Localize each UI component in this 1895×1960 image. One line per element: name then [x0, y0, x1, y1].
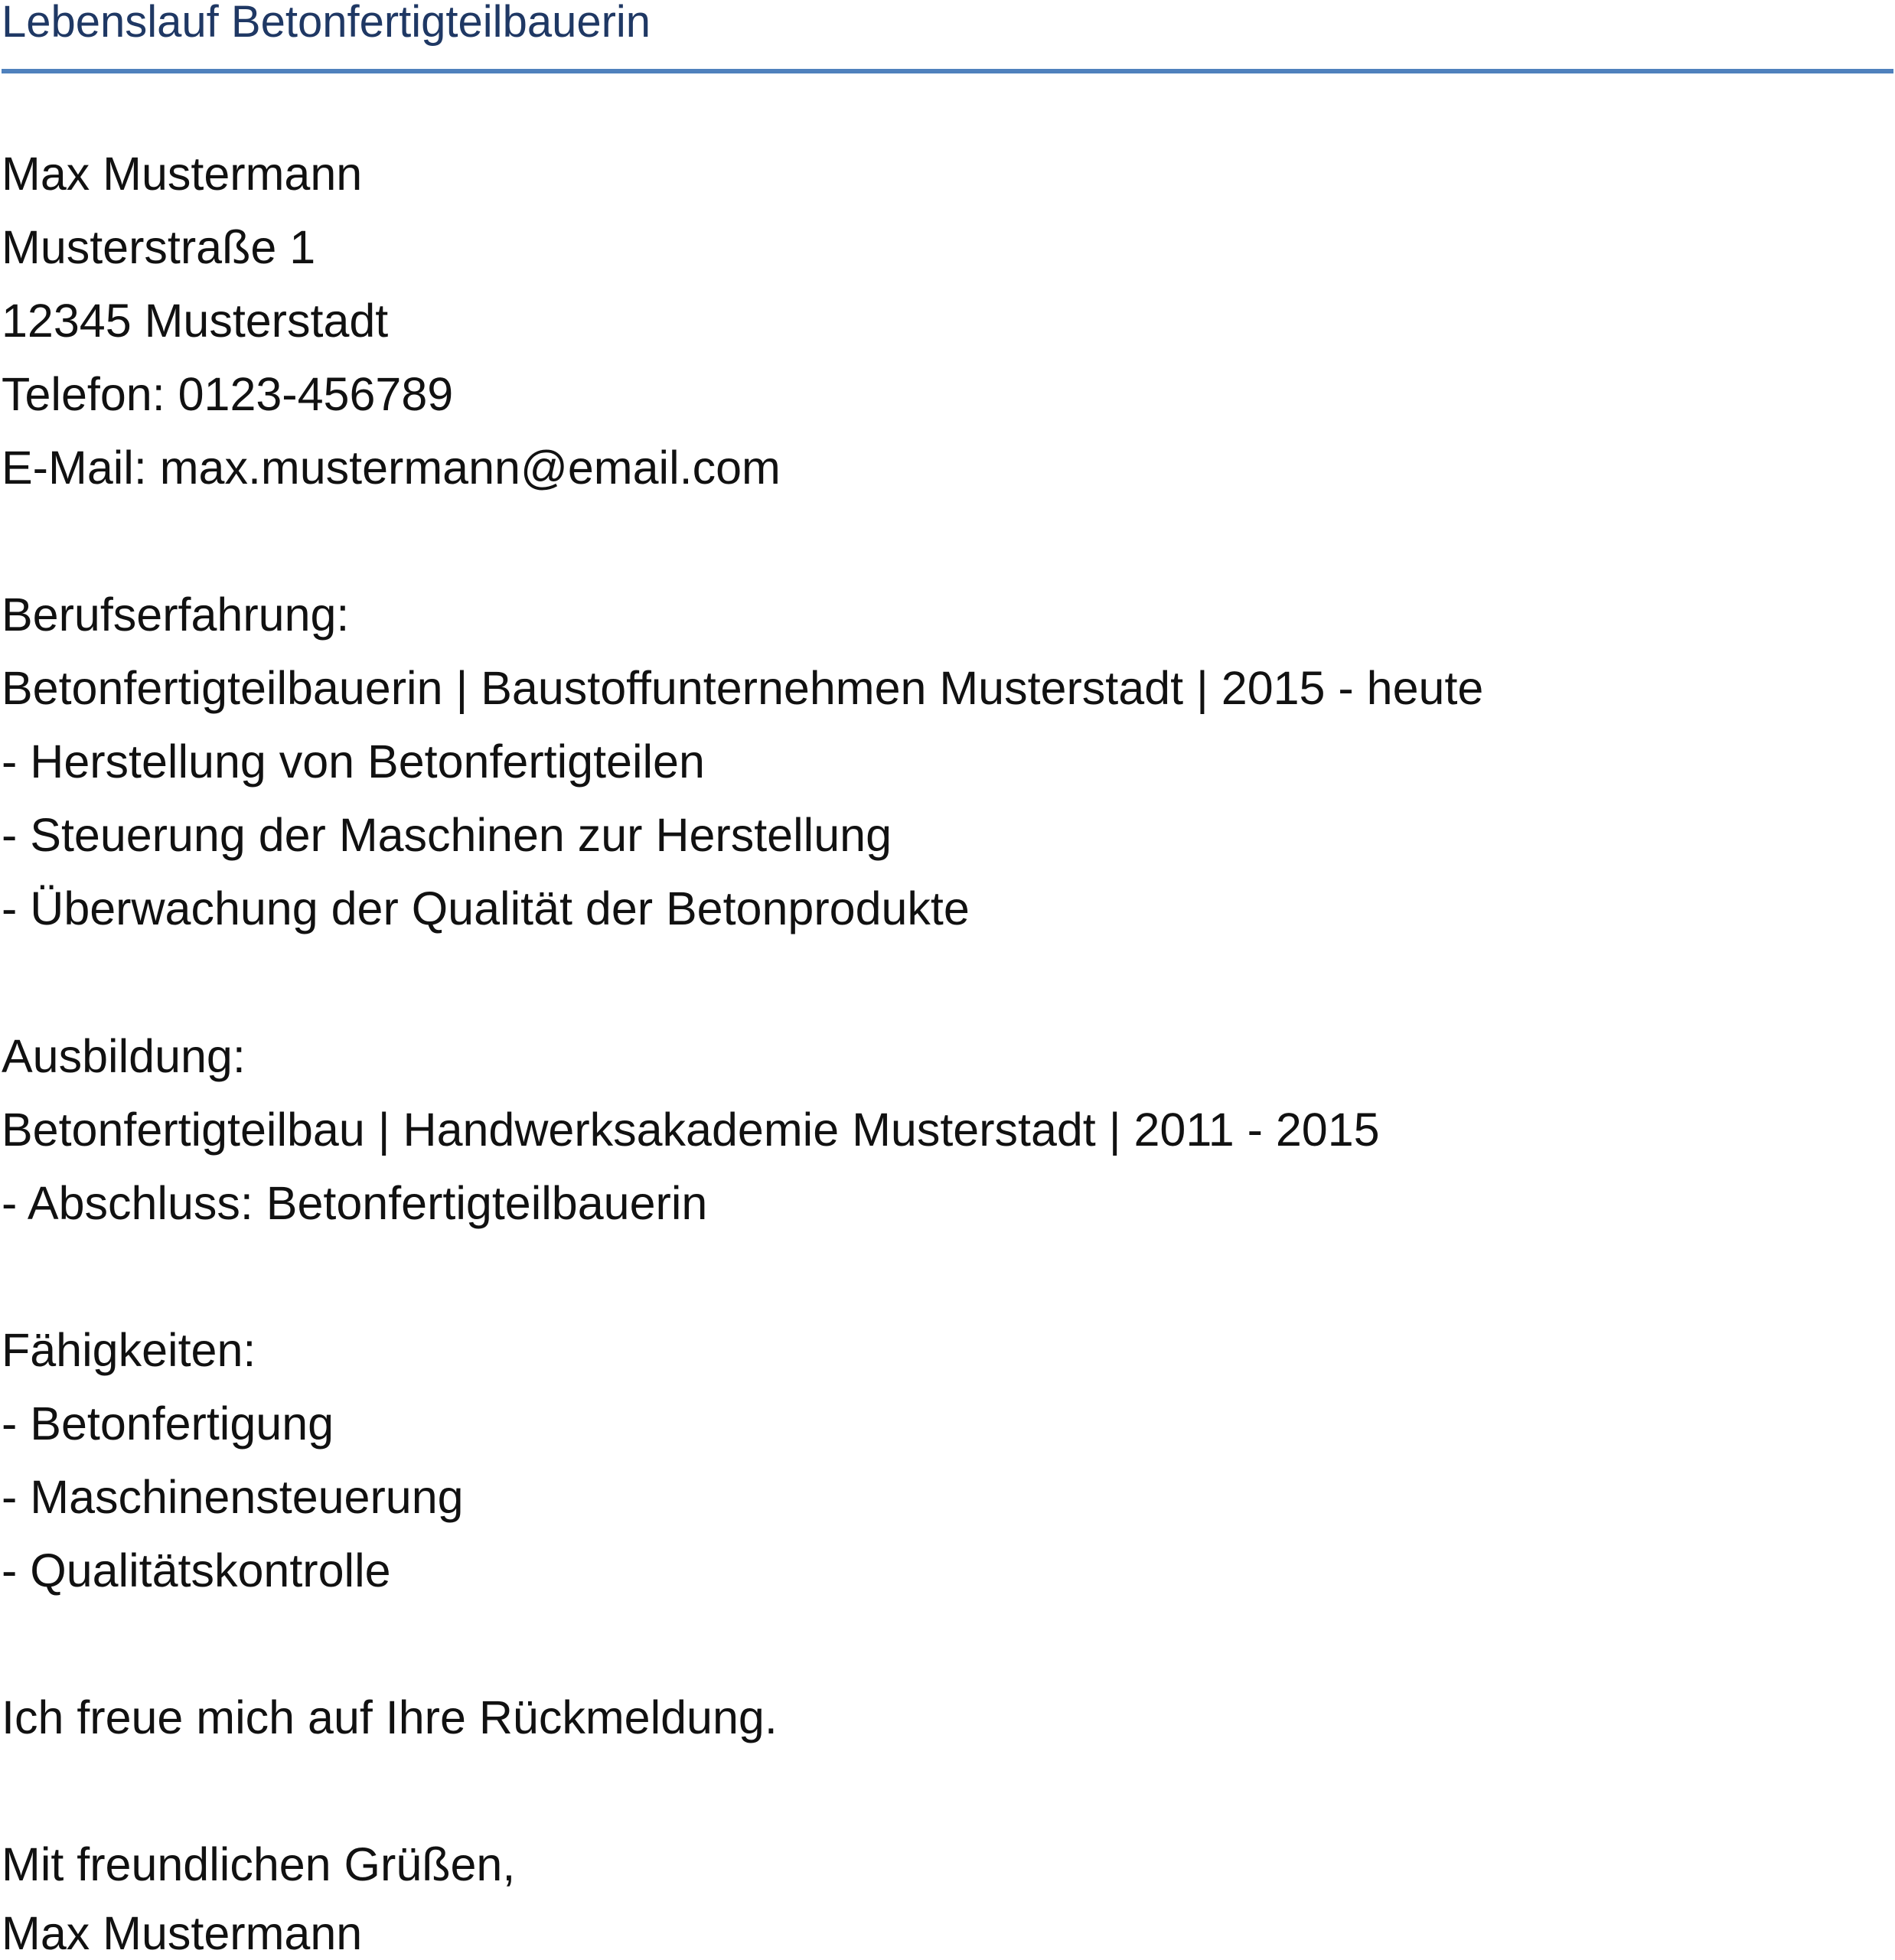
- experience-heading: Berufserfahrung:: [2, 589, 350, 641]
- experience-entry: Betonfertigteilbauerin | Baustoffunternehmen Musterstadt | 2015 - heute: [2, 662, 1484, 714]
- contact-email: E-Mail: max.mustermann@email.com: [2, 442, 781, 494]
- education-entry: Betonfertigteilbau | Handwerksakademie Musterstadt | 2011 - 2015: [2, 1104, 1380, 1156]
- contact-city: 12345 Musterstadt: [2, 295, 389, 347]
- signature-name: Max Mustermann: [2, 1907, 363, 1959]
- experience-bullet: - Steuerung der Maschinen zur Herstellung: [2, 809, 892, 861]
- contact-phone: Telefon: 0123-456789: [2, 368, 454, 420]
- skills-heading: Fähigkeiten:: [2, 1324, 256, 1376]
- experience-bullet: - Überwachung der Qualität der Betonprodukte: [2, 882, 970, 934]
- education-heading: Ausbildung:: [2, 1030, 246, 1082]
- experience-bullet: - Herstellung von Betonfertigteilen: [2, 735, 705, 788]
- document-title: Lebenslauf Betonfertigteilbauerin: [2, 0, 651, 47]
- skills-bullet: - Maschinensteuerung: [2, 1471, 464, 1523]
- closing-salutation: Mit freundlichen Grüßen,: [2, 1838, 516, 1890]
- skills-bullet: - Betonfertigung: [2, 1397, 334, 1450]
- skills-bullet: - Qualitätskontrolle: [2, 1544, 391, 1596]
- title-divider: [2, 69, 1893, 73]
- closing-message: Ich freue mich auf Ihre Rückmeldung.: [2, 1691, 778, 1743]
- contact-street: Musterstraße 1: [2, 221, 316, 273]
- contact-name: Max Mustermann: [2, 148, 363, 200]
- education-bullet: - Abschluss: Betonfertigteilbauerin: [2, 1177, 708, 1229]
